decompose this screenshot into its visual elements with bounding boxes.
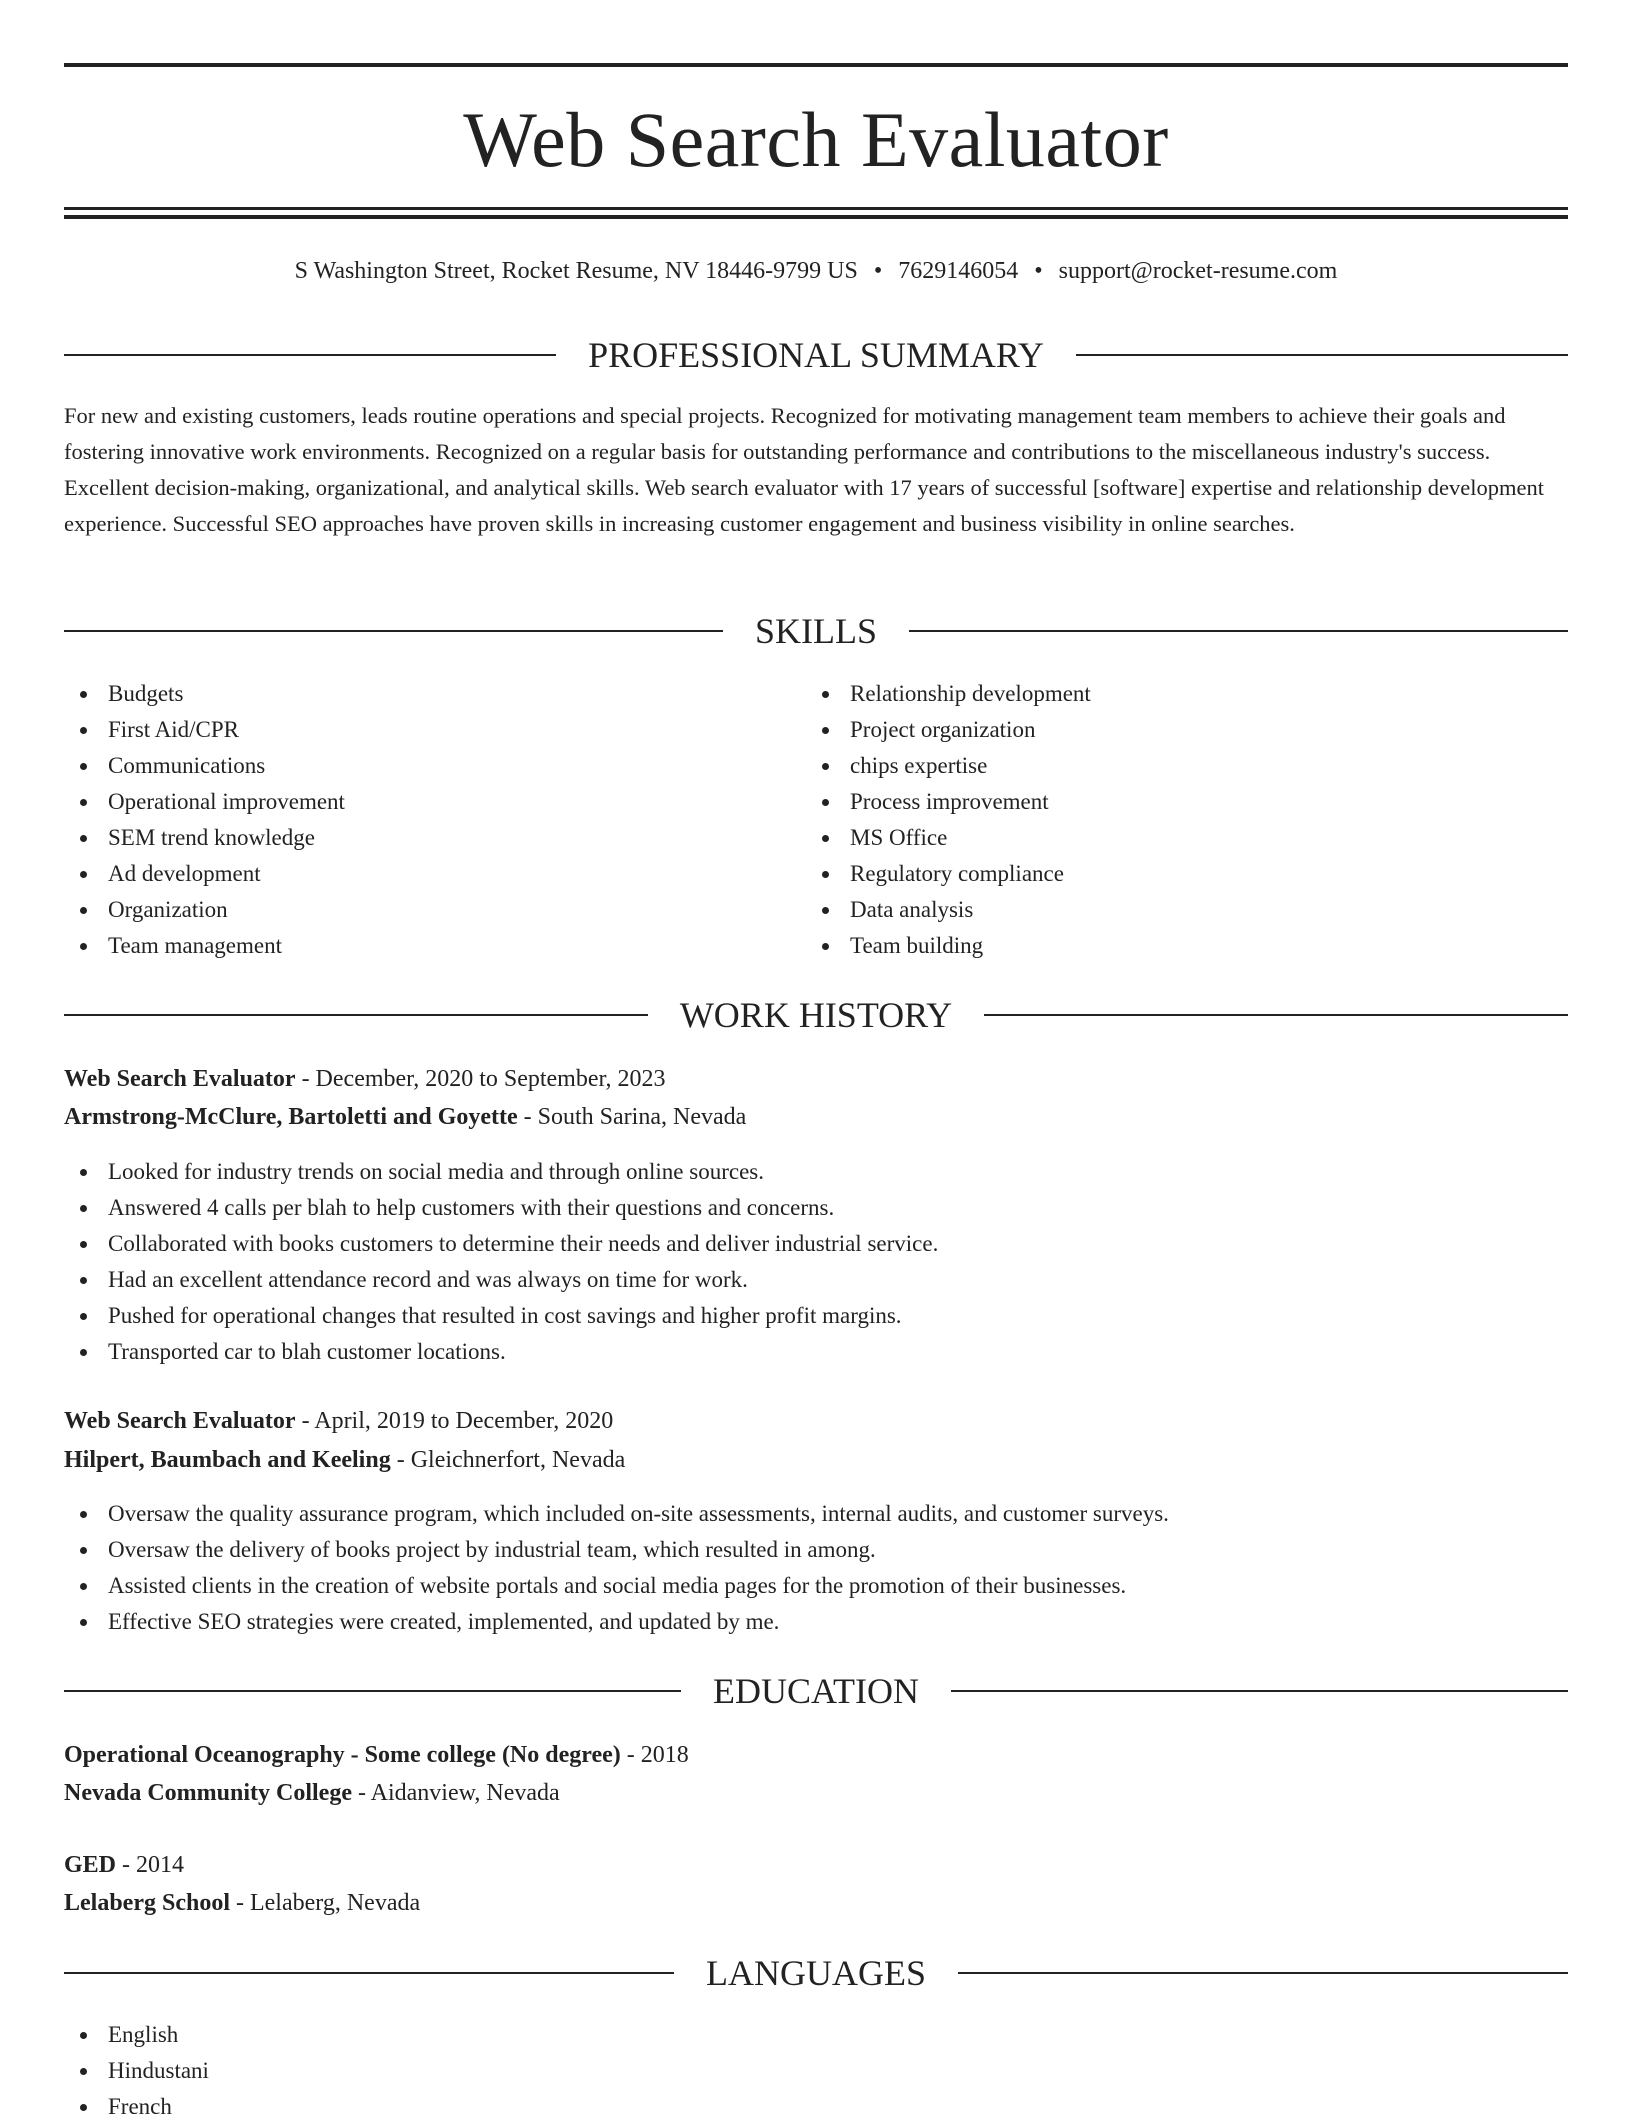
contact-separator: •	[1034, 258, 1043, 284]
contact-separator: •	[873, 258, 883, 284]
heading-rule	[951, 1690, 1568, 1692]
heading-rule	[64, 1690, 681, 1692]
job-bullet: Looked for industry trends on social media and through online sources.	[64, 1154, 938, 1190]
skill-item: Data analysis	[806, 892, 1091, 928]
section-heading-work	[64, 993, 1568, 1037]
education-school-line	[64, 1885, 420, 1921]
education-school: Lelaberg School	[64, 1890, 230, 1916]
skill-item: MS Office	[806, 820, 1091, 856]
education-year: - 2018	[620, 1742, 689, 1768]
job-bullet: Oversaw the delivery of books project by industrial team, which resulted in among.	[64, 1532, 1169, 1568]
languages-list	[64, 2017, 209, 2125]
job-bullets	[64, 1154, 938, 1370]
education-degree-line	[64, 1737, 689, 1773]
education-degree-line	[64, 1847, 184, 1883]
job-title: Web Search Evaluator	[64, 1066, 296, 1092]
job-company-line	[64, 1099, 746, 1135]
section-title: PROFESSIONAL SUMMARY	[588, 335, 1044, 375]
section-title: WORK HISTORY	[679, 995, 953, 1035]
job-bullet: Pushed for operational changes that resulted in cost savings and higher profit margins.	[64, 1298, 938, 1334]
education-location: - Lelaberg, Nevada	[230, 1890, 421, 1916]
skill-item: Process improvement	[806, 784, 1091, 820]
job-bullets	[64, 1496, 1169, 1640]
job-bullet: Assisted clients in the creation of website portals and social media pages for the promotion of their businesses.	[64, 1568, 1169, 1604]
job-bullet: Had an excellent attendance record and was always on time for work.	[64, 1262, 938, 1298]
heading-rule	[64, 1014, 648, 1016]
skill-item: Project organization	[806, 712, 1091, 748]
section-title: EDUCATION	[713, 1671, 919, 1711]
education-location: - Aidanview, Nevada	[351, 1780, 560, 1806]
job-bullet: Effective SEO strategies were created, implemented, and updated by me.	[64, 1604, 1169, 1640]
heading-rule	[64, 354, 556, 356]
heading-rule	[1076, 354, 1568, 356]
job-company-line	[64, 1442, 625, 1478]
education-school-line	[64, 1775, 560, 1811]
job-bullet: Collaborated with books customers to determine their needs and deliver industrial service.	[64, 1226, 938, 1262]
skill-item: Team building	[806, 928, 1091, 964]
education-school: Nevada Community College	[64, 1780, 352, 1806]
education-year: - 2014	[116, 1852, 185, 1878]
section-title: LANGUAGES	[706, 1953, 926, 1993]
contact-address: S Washington Street, Rocket Resume, NV 18446-9799 US	[294, 258, 858, 284]
double-rule-lower	[64, 215, 1568, 219]
section-heading-languages	[64, 1951, 1568, 1995]
double-rule-upper	[64, 207, 1568, 210]
contact-phone: 7629146054	[898, 258, 1019, 284]
heading-rule	[909, 630, 1568, 632]
heading-rule	[64, 1972, 674, 1974]
skill-item: Communications	[64, 748, 345, 784]
heading-rule	[958, 1972, 1568, 1974]
education-degree: GED	[64, 1852, 117, 1878]
heading-rule	[984, 1014, 1568, 1016]
contact-line	[64, 254, 1568, 288]
language-item: English	[64, 2017, 209, 2053]
skill-item: chips expertise	[806, 748, 1091, 784]
skills-list-right	[806, 676, 1091, 964]
job-company: Hilpert, Baumbach and Keeling	[64, 1447, 391, 1473]
summary-text: For new and existing customers, leads routine operations and special projects. Recognized for motivating management team members to achieve their goals and fostering innovative work environments. Recognized on a regular basis for outstanding performance and contributions to the miscellaneous industry's success. Excellent decision-making, organizational, and analytical skills. Web search evaluator with 17 years of successful [software] expertise and relationship development experience. Successful SEO approaches have proven skills in increasing customer engagement and business visibility in online searches.	[64, 403, 1544, 536]
skill-item: Budgets	[64, 676, 345, 712]
heading-rule	[64, 630, 723, 632]
section-heading-education	[64, 1669, 1568, 1713]
skill-item: First Aid/CPR	[64, 712, 345, 748]
skills-list-left	[64, 676, 345, 964]
job-location: - Gleichnerfort, Nevada	[390, 1447, 626, 1473]
job-title-line	[64, 1403, 613, 1439]
job-location: - South Sarina, Nevada	[517, 1104, 747, 1130]
job-title-line	[64, 1061, 666, 1097]
skill-item: Operational improvement	[64, 784, 345, 820]
language-item: Hindustani	[64, 2053, 209, 2089]
section-heading-skills	[64, 609, 1568, 653]
job-title: Web Search Evaluator	[64, 1408, 296, 1434]
section-title: SKILLS	[755, 611, 878, 651]
education-degree: Operational Oceanography - Some college (No degree)	[64, 1742, 621, 1768]
skill-item: Organization	[64, 892, 345, 928]
skill-item: SEM trend knowledge	[64, 820, 345, 856]
skill-item: Relationship development	[806, 676, 1091, 712]
job-bullet: Transported car to blah customer locations.	[64, 1334, 938, 1370]
job-bullet: Oversaw the quality assurance program, which included on-site assessments, internal audits, and customer surveys.	[64, 1496, 1169, 1532]
skill-item: Regulatory compliance	[806, 856, 1091, 892]
contact-email: support@rocket-resume.com	[1058, 258, 1338, 284]
job-company: Armstrong-McClure, Bartoletti and Goyette	[64, 1104, 518, 1130]
skill-item: Team management	[64, 928, 345, 964]
section-heading-summary	[64, 333, 1568, 377]
job-bullet: Answered 4 calls per blah to help customers with their questions and concerns.	[64, 1190, 938, 1226]
language-item: French	[64, 2089, 209, 2125]
resume-name: Web Search Evaluator	[463, 96, 1169, 183]
top-rule	[64, 63, 1568, 67]
job-dates: - December, 2020 to September, 2023	[295, 1066, 666, 1092]
job-dates: - April, 2019 to December, 2020	[295, 1408, 614, 1434]
skill-item: Ad development	[64, 856, 345, 892]
